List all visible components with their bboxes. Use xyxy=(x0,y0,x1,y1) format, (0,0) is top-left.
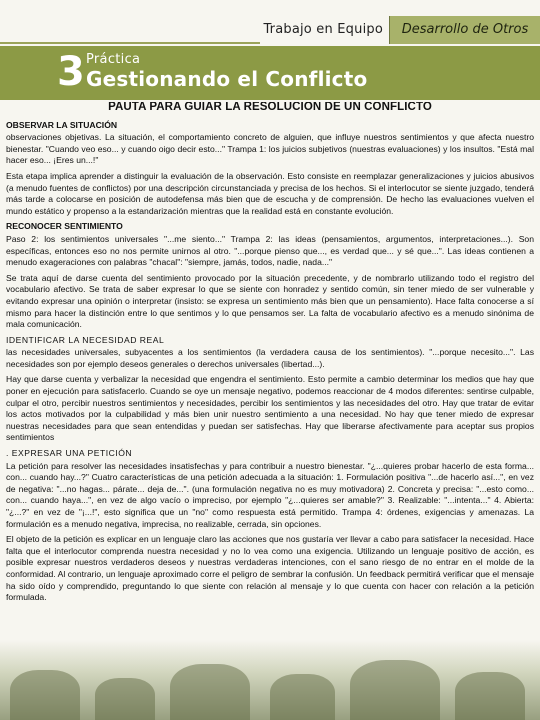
divider-rule xyxy=(0,42,260,44)
section-heading: RECONOCER SENTIMIENTO xyxy=(6,221,123,232)
paragraph: observaciones objetivas. La situación, el comportamiento concreto de alguien, que influye nuestros sentimientos y que afecta nuestro bienestar. "Cuando veo eso... y cuando oigo decir esto..." Trampa 1: los juicios subjetivos (nuestras evaluaciones) y los insultos. "Está mal hacer eso... ¡Eres un...!" xyxy=(6,132,534,166)
paragraph: Se trata aquí de darse cuenta del sentimiento provocado por la situación precedente, y de nombrarlo utilizando todo el registro del vocabulario afectivo. Se trata de saber expresar lo que se siente con honradez y sentido común, sin tener miedo de ser vulnerable y evitando expresar una opinión o interpretar (insisto: se expresa un sentimiento más bien que un pensamiento). Hace falta conocerse a sí mismo para hacer la distinción entre lo que sentimos y lo que pensamos ser. La falta de vocabulario afectivo es a menudo sinónima de mala comunicación. xyxy=(6,272,534,330)
paragraph: La petición para resolver las necesidades insatisfechas y para contribuir a nuestro bienestar. "¿...quieres probar hacerlo de esta forma... con... cuando hay...?" Cuatro características de una petición adecuada a la situación: 1. Formulación positiva "...de hacerlo así...", en vez de negativa: "...no hagas... párate... deja de...". (una formulación negativa no es muy motivadora) 2. Concreta y precisa: "...esto como... con... cuando haya...", en vez de algo vacío o impreciso, por ejemplo "¿...quieres ser amable?" 3. Realizable: "...intenta..." 4. Abierta: "¿...?" en vez de "¡...!", esto significa que un "no" como respuesta está permitido. Trampa 4: órdenes, exigencias y amenazas. La formulación es a menudo negativa, imprecisa, no realizable, cerrada, sin opciones. xyxy=(6,460,534,529)
document-title: PAUTA PARA GUIAR LA RESOLUCIÓN DE UN CONFLICTO xyxy=(108,102,432,113)
paragraph: Hay que darse cuenta y verbalizar la necesidad que engendra el sentimiento. Esto permite a cambio determinar los medios que hay que poner en ejecución para satisfacerlo. Cuando se oye un mensaje negativo, podemos reaccionar de 4 modos diferentes: sentirse culpable, culpar el otro, percibir nuestros sentimientos y necesidades, percibir los sentimientos y las necesidades del otro. Hay que tratar de evitar los actos motivados por la culpabilidad y más bien unir nuestro sentimiento a una necesidad. No hay que tener miedo de expresar nuestras necesidades para que sean entendidas y puedan ser satisfechas. Hay que liberarse afectivamente para aceptar sus propios sentimientos xyxy=(6,374,534,443)
practice-number: 3 xyxy=(57,49,85,95)
paragraph: Esta etapa implica aprender a distinguir la evaluación de la observación. Esto consiste en reemplazar generalizaciones y juicios abusivos (a menudo fuentes de conflictos) por una descripción circunstanciada y precisa de los hechos. Si el interlocutor se siente juzgado, tenderá más tarde a colocarse en posición de autodefensa más bien que de escucha y de comprensión. De hecho las evaluaciones vuelven el mundo estático y propenso a la estandarización mientras que la realidad está en constante evolución. xyxy=(6,170,534,216)
practice-label: Práctica xyxy=(86,52,141,67)
section-label: Desarrollo de Otros xyxy=(389,16,540,44)
paragraph: las necesidades universales, subyacentes a los sentimientos (la verdadera causa de los sentimientos). "...porque necesito...". Las necesidades son por ejemplo deseos generales o derechos universales (libertad...). xyxy=(6,347,534,369)
paragraph: Paso 2: los sentimientos universales "...me siento..." Trampa 2: las ideas (pensamientos, argumentos, interpretaciones...). Son específicas, entonces eso no nos permite unirnos al otro. "...porque pienso que..., es verdad que... y sé que...". Las ideas contienen a menudo exageraciones con palabras "chacal": "siempre, jamás, todos, nadie, nada..." xyxy=(6,233,534,268)
section-heading: . EXPRESAR UNA PETICIÓN xyxy=(6,448,133,459)
document-body xyxy=(6,102,534,714)
page-title: Gestionando el Conflicto xyxy=(86,67,368,91)
team-label: Trabajo en Equipo xyxy=(263,22,383,37)
top-band xyxy=(0,16,540,44)
section-heading: OBSERVAR LA SITUACIÓN xyxy=(6,119,118,130)
paragraph: El objeto de la petición es explicar en un lenguaje claro las acciones que nos gustaría ver llevar a cabo para satisfacer la necesidad. Hace falta que el interlocutor comprenda nuestra necesidad y no lo vea como una exigencia. Utilizando un lenguaje positivo de acción, es posible expresar nuestros verdaderos deseos y nuestras verdaderas intenciones, con el sano riesgo de no entrar en el molde de la conformidad. Al contrario, un lenguaje aproximado corre el peligro de sembrar la confusión. Un feedback permitirá verificar que el mensaje ha sido oído y comprendido, preguntando lo que siente con relación al mensaje y lo que cuenta con hacer con relación a la petición formulada. xyxy=(6,534,534,603)
section-heading: IDENTIFICAR LA NECESIDAD REAL xyxy=(6,334,165,345)
